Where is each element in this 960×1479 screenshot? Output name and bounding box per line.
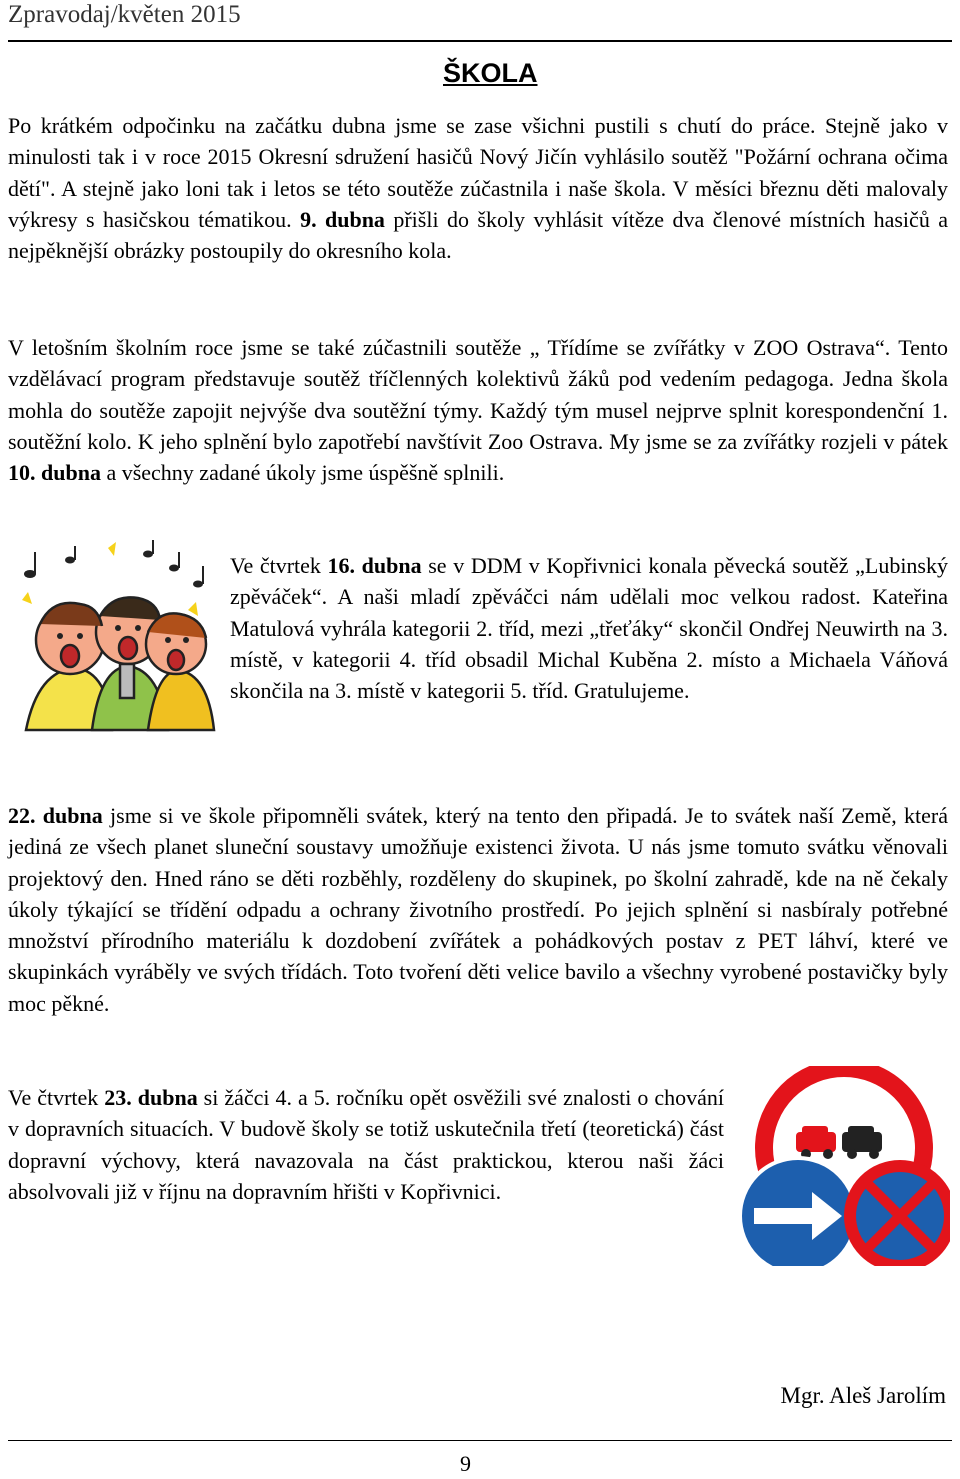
p4-text-1: jsme si ve škole připomněli svátek, který na tento den připadá. Je to svátek naší Země, která jediná ze všech planet sluneční soustavy umožňuje existenci života. U nás jsme tomuto svátku věnovali projektový den. Hned ráno se děti rozběhly, rozděleny do skupinek, po školní zahradě, kde na ně čekaly úkoly týkající se třídění odpadu a ochrany životního prostředí. Po jejich splnění si nasbíraly potřebné množství přírodního materiálu k dozdobení zvířátek a pohádkových postav z PET láhví, které ve skupinkách vyráběly ve svých třídách. Toto tvoření děti velice bavilo a všechny vyrobené postavičky byly moc pěkné. [8,803,948,1016]
paragraph-singing-competition [230,550,948,706]
p2-text-1: V letošním školním roce jsme se také zúčastnili soutěže „ Třídíme se zvířátky v ZOO Ostrava“. Tento vzdělávací program představuje soutěž tříčlenných kolektivů žáků pod vedením pedagoga. Jedna škola mohla do soutěže zapojit nejvýše dva soutěžní týmy. Každý tým musel nejprve splnit korespondenční 1. soutěžní kolo. K jeho splnění bylo zapotřebí navštívit Zoo Ostrava. My jsme se za zvířátky rozjeli v pátek [8,335,948,454]
p3-text-1: Ve čtvrtek [230,553,328,578]
page-number: 9 [460,1451,471,1476]
paragraph-zoo-competition [8,332,948,488]
footer-divider [8,1440,952,1441]
p1-text-1: Po krátkém odpočinku na začátku dubna jsme se zase všichni pustili s chutí do práce. Stejně jako v minulosti tak i v roce 2015 Okresní sdružení hasičů Nový Jičín vyhlásilo soutěž "Požární ochrana očima dětí". A stejně jako loni tak i letos se této soutěže zúčastnila i naše škola. V měsíci březnu děti malovaly výkresy s hasičskou tématikou. [8,113,948,232]
p5-text-1: Ve čtvrtek [8,1085,105,1110]
one-way-sign-icon [740,1158,856,1266]
p3-text-2: se v DDM v Kopřivnici konala pěvecká soutěž „Lubinský zpěváček“. A naši mladí zpěváčci nám udělali moc velkou radost. Kateřina Matulová vyhrála kategorii 2. tříd, mezi „třeťáky“ skončil Ondřej Neuwirth na 3. místě, v kategorii 4. tříd obsadil Michal Kuběna 2. místo a Michaela Váňová skončila na 3. místě v kategorii 5. tříd. Gratulujeme. [230,553,948,704]
traffic-signs-image [738,1066,950,1266]
p1-text-2: přišli do školy vyhlásit vítěze dva členové místních hasičů a nejpěknější obrázky postoupily do okresního kola. [8,206,948,264]
section-title: ŠKOLA [443,58,538,88]
author-signature: Mgr. Aleš Jarolím [780,1383,946,1408]
singing-children-image [8,540,218,740]
paragraph-earth-day [8,800,948,1019]
p3-date: 16. dubna [327,553,422,578]
p2-date: 10. dubna [8,460,101,486]
p2-text-2: a všechny zadané úkoly jsme úspěšně splnili. [100,460,505,486]
page-header [8,0,952,42]
paragraph-traffic-education [8,1082,724,1207]
no-stopping-sign-icon [850,1166,950,1266]
p4-date: 22. dubna [8,803,103,828]
newsletter-title: Zpravodaj/květen 2015 [8,1,241,28]
p5-text-2: si žáčci 4. a 5. ročníku opět osvěžili své znalosti o chování v dopravních situacích. V budově školy se totiž uskutečnila třetí (teoretická) část dopravní výchovy, která navazovala na část praktickou, kterou naši žáci absolvovali již v říjnu na dopravním hřišti v Kopřivnici. [8,1085,725,1204]
paragraph-fire-competition [8,110,948,266]
p1-date: 9. dubna [300,206,385,232]
p5-date: 23. dubna [104,1085,198,1110]
